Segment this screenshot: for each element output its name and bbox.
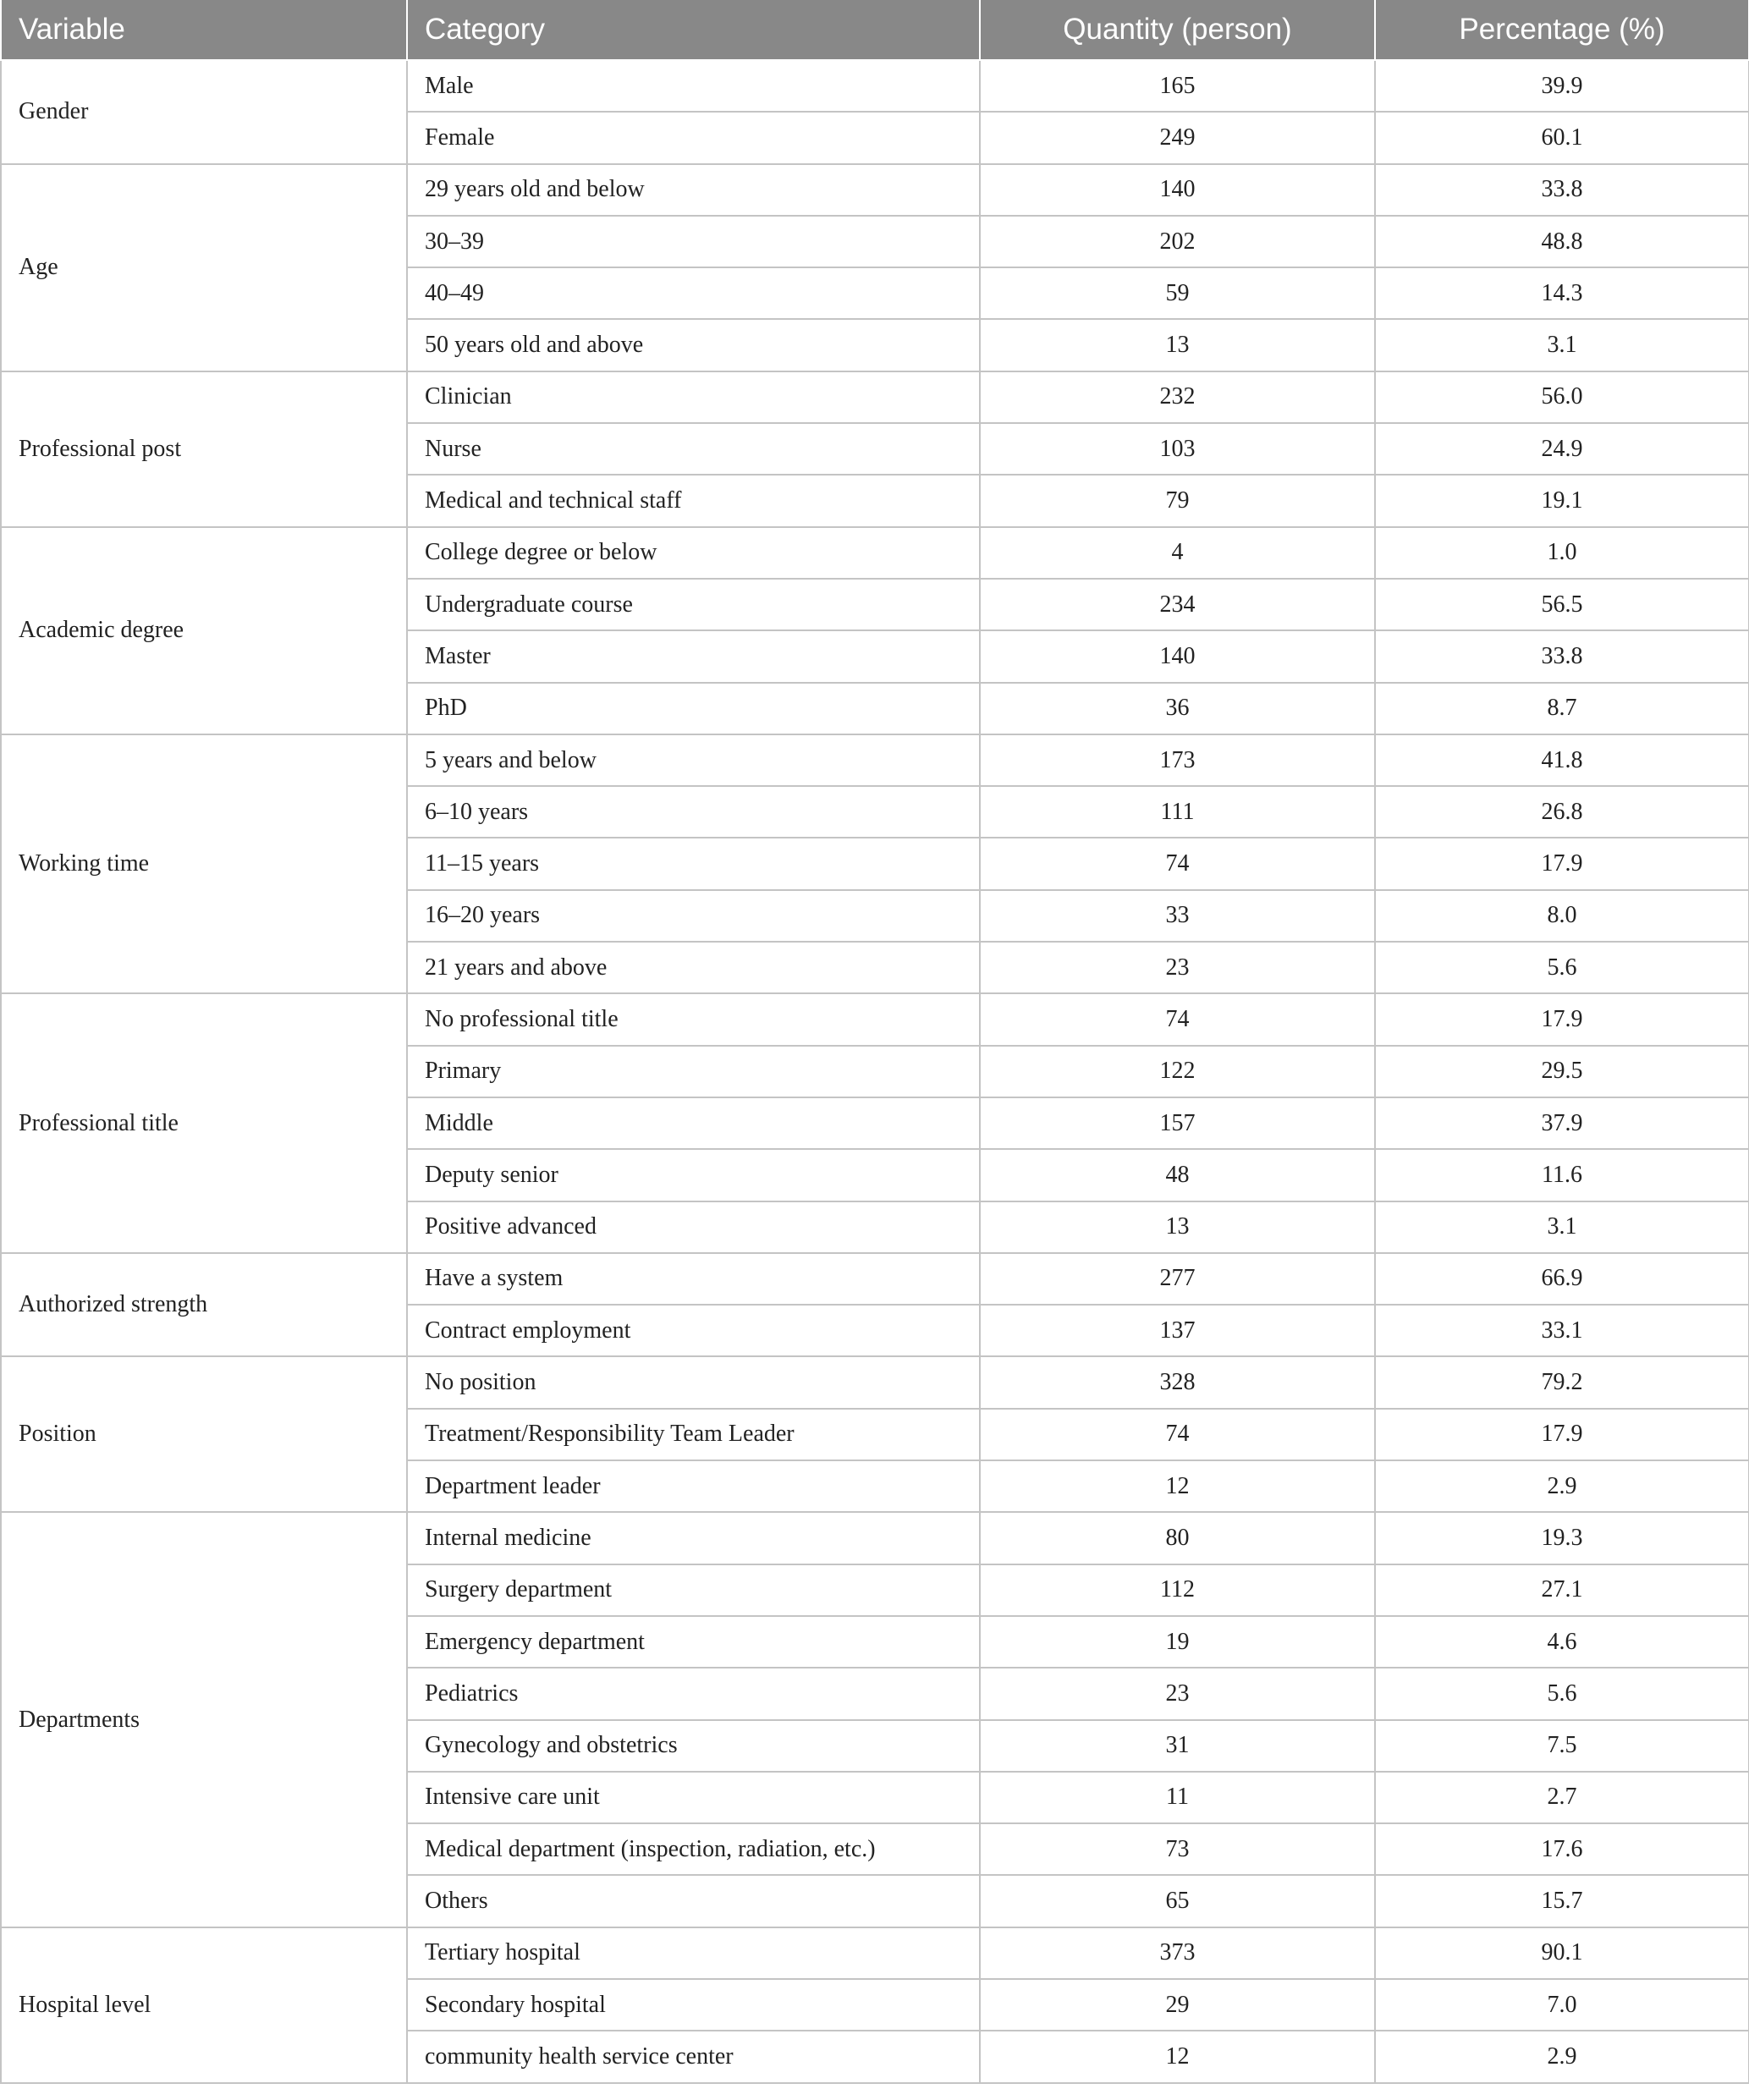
percentage-cell: 27.1 xyxy=(1375,1564,1749,1616)
quantity-cell: 202 xyxy=(980,216,1375,267)
category-cell: Female xyxy=(407,112,980,163)
quantity-cell: 13 xyxy=(980,1201,1375,1253)
quantity-cell: 328 xyxy=(980,1356,1375,1408)
percentage-cell: 7.5 xyxy=(1375,1720,1749,1772)
category-cell: Gynecology and obstetrics xyxy=(407,1720,980,1772)
percentage-cell: 5.6 xyxy=(1375,942,1749,993)
percentage-cell: 19.3 xyxy=(1375,1512,1749,1564)
table-row xyxy=(1,60,1749,112)
table-row xyxy=(1,1253,1749,1305)
percentage-cell: 33.8 xyxy=(1375,630,1749,682)
category-cell: 6–10 years xyxy=(407,786,980,838)
percentage-cell: 66.9 xyxy=(1375,1253,1749,1305)
table-header xyxy=(1,0,1749,60)
quantity-cell: 103 xyxy=(980,423,1375,475)
percentage-cell: 37.9 xyxy=(1375,1097,1749,1149)
quantity-cell: 122 xyxy=(980,1046,1375,1097)
category-cell: No position xyxy=(407,1356,980,1408)
percentage-cell: 8.7 xyxy=(1375,683,1749,734)
quantity-cell: 140 xyxy=(980,164,1375,216)
variable-cell: Working time xyxy=(1,734,407,993)
table-body xyxy=(1,60,1749,2083)
percentage-cell: 4.6 xyxy=(1375,1616,1749,1668)
category-cell: 21 years and above xyxy=(407,942,980,993)
category-cell: Positive advanced xyxy=(407,1201,980,1253)
quantity-cell: 111 xyxy=(980,786,1375,838)
header-row xyxy=(1,0,1749,60)
category-cell: 30–39 xyxy=(407,216,980,267)
variable-cell: Position xyxy=(1,1356,407,1512)
percentage-cell: 3.1 xyxy=(1375,1201,1749,1253)
table-row xyxy=(1,1512,1749,1564)
percentage-cell: 90.1 xyxy=(1375,1927,1749,1979)
category-cell: 40–49 xyxy=(407,267,980,319)
quantity-cell: 12 xyxy=(980,2031,1375,2082)
quantity-cell: 112 xyxy=(980,1564,1375,1616)
quantity-cell: 33 xyxy=(980,890,1375,942)
percentage-cell: 41.8 xyxy=(1375,734,1749,786)
category-cell: 16–20 years xyxy=(407,890,980,942)
percentage-cell: 8.0 xyxy=(1375,890,1749,942)
percentage-cell: 29.5 xyxy=(1375,1046,1749,1097)
quantity-cell: 140 xyxy=(980,630,1375,682)
quantity-cell: 19 xyxy=(980,1616,1375,1668)
variable-cell: Hospital level xyxy=(1,1927,407,2083)
category-cell: Treatment/Responsibility Team Leader xyxy=(407,1409,980,1460)
category-cell: Deputy senior xyxy=(407,1149,980,1201)
quantity-cell: 80 xyxy=(980,1512,1375,1564)
quantity-cell: 74 xyxy=(980,993,1375,1045)
percentage-cell: 5.6 xyxy=(1375,1668,1749,1719)
percentage-cell: 56.0 xyxy=(1375,371,1749,423)
category-cell: Department leader xyxy=(407,1460,980,1512)
category-cell: Intensive care unit xyxy=(407,1772,980,1823)
category-cell: No professional title xyxy=(407,993,980,1045)
category-cell: community health service center xyxy=(407,2031,980,2082)
quantity-cell: 31 xyxy=(980,1720,1375,1772)
percentage-cell: 24.9 xyxy=(1375,423,1749,475)
quantity-cell: 234 xyxy=(980,579,1375,630)
category-cell: Tertiary hospital xyxy=(407,1927,980,1979)
percentage-cell: 26.8 xyxy=(1375,786,1749,838)
category-cell: Undergraduate course xyxy=(407,579,980,630)
category-cell: Pediatrics xyxy=(407,1668,980,1719)
percentage-cell: 2.9 xyxy=(1375,2031,1749,2082)
table-row xyxy=(1,371,1749,423)
quantity-cell: 157 xyxy=(980,1097,1375,1149)
variable-cell: Age xyxy=(1,164,407,371)
percentage-cell: 56.5 xyxy=(1375,579,1749,630)
quantity-cell: 73 xyxy=(980,1823,1375,1875)
percentage-cell: 1.0 xyxy=(1375,527,1749,579)
percentage-cell: 33.8 xyxy=(1375,164,1749,216)
category-cell: Medical department (inspection, radiation, etc.) xyxy=(407,1823,980,1875)
category-cell: Clinician xyxy=(407,371,980,423)
percentage-cell: 15.7 xyxy=(1375,1875,1749,1927)
category-cell: Primary xyxy=(407,1046,980,1097)
percentage-cell: 11.6 xyxy=(1375,1149,1749,1201)
quantity-cell: 12 xyxy=(980,1460,1375,1512)
category-cell: Secondary hospital xyxy=(407,1979,980,2031)
category-cell: Surgery department xyxy=(407,1564,980,1616)
header-variable: Variable xyxy=(1,0,407,60)
header-quantity: Quantity (person) xyxy=(980,0,1375,60)
percentage-cell: 17.6 xyxy=(1375,1823,1749,1875)
quantity-cell: 11 xyxy=(980,1772,1375,1823)
quantity-cell: 65 xyxy=(980,1875,1375,1927)
quantity-cell: 23 xyxy=(980,942,1375,993)
quantity-cell: 13 xyxy=(980,319,1375,371)
category-cell: 5 years and below xyxy=(407,734,980,786)
quantity-cell: 249 xyxy=(980,112,1375,163)
category-cell: 50 years old and above xyxy=(407,319,980,371)
percentage-cell: 7.0 xyxy=(1375,1979,1749,2031)
variable-cell: Academic degree xyxy=(1,527,407,734)
quantity-cell: 59 xyxy=(980,267,1375,319)
percentage-cell: 48.8 xyxy=(1375,216,1749,267)
quantity-cell: 4 xyxy=(980,527,1375,579)
category-cell: Master xyxy=(407,630,980,682)
category-cell: 11–15 years xyxy=(407,838,980,889)
percentage-cell: 17.9 xyxy=(1375,838,1749,889)
header-percentage: Percentage (%) xyxy=(1375,0,1749,60)
percentage-cell: 14.3 xyxy=(1375,267,1749,319)
table-row xyxy=(1,1927,1749,1979)
table-row xyxy=(1,527,1749,579)
percentage-cell: 60.1 xyxy=(1375,112,1749,163)
variable-cell: Professional title xyxy=(1,993,407,1252)
category-cell: Middle xyxy=(407,1097,980,1149)
quantity-cell: 137 xyxy=(980,1305,1375,1356)
table-row xyxy=(1,993,1749,1045)
quantity-cell: 232 xyxy=(980,371,1375,423)
percentage-cell: 17.9 xyxy=(1375,993,1749,1045)
variable-cell: Departments xyxy=(1,1512,407,1927)
quantity-cell: 165 xyxy=(980,60,1375,112)
category-cell: Internal medicine xyxy=(407,1512,980,1564)
category-cell: Emergency department xyxy=(407,1616,980,1668)
quantity-cell: 173 xyxy=(980,734,1375,786)
quantity-cell: 29 xyxy=(980,1979,1375,2031)
percentage-cell: 2.7 xyxy=(1375,1772,1749,1823)
category-cell: Male xyxy=(407,60,980,112)
quantity-cell: 74 xyxy=(980,838,1375,889)
quantity-cell: 36 xyxy=(980,683,1375,734)
percentage-cell: 79.2 xyxy=(1375,1356,1749,1408)
category-cell: Nurse xyxy=(407,423,980,475)
quantity-cell: 23 xyxy=(980,1668,1375,1719)
header-category: Category xyxy=(407,0,980,60)
percentage-cell: 3.1 xyxy=(1375,319,1749,371)
table-row xyxy=(1,1356,1749,1408)
percentage-cell: 17.9 xyxy=(1375,1409,1749,1460)
quantity-cell: 48 xyxy=(980,1149,1375,1201)
percentage-cell: 19.1 xyxy=(1375,475,1749,526)
category-cell: Medical and technical staff xyxy=(407,475,980,526)
quantity-cell: 373 xyxy=(980,1927,1375,1979)
table-row xyxy=(1,734,1749,786)
category-cell: Others xyxy=(407,1875,980,1927)
percentage-cell: 2.9 xyxy=(1375,1460,1749,1512)
variable-cell: Gender xyxy=(1,60,407,164)
table-row xyxy=(1,164,1749,216)
category-cell: College degree or below xyxy=(407,527,980,579)
category-cell: PhD xyxy=(407,683,980,734)
quantity-cell: 277 xyxy=(980,1253,1375,1305)
percentage-cell: 39.9 xyxy=(1375,60,1749,112)
quantity-cell: 74 xyxy=(980,1409,1375,1460)
category-cell: Have a system xyxy=(407,1253,980,1305)
variable-cell: Authorized strength xyxy=(1,1253,407,1357)
category-cell: 29 years old and below xyxy=(407,164,980,216)
percentage-cell: 33.1 xyxy=(1375,1305,1749,1356)
variable-cell: Professional post xyxy=(1,371,407,527)
quantity-cell: 79 xyxy=(980,475,1375,526)
category-cell: Contract employment xyxy=(407,1305,980,1356)
